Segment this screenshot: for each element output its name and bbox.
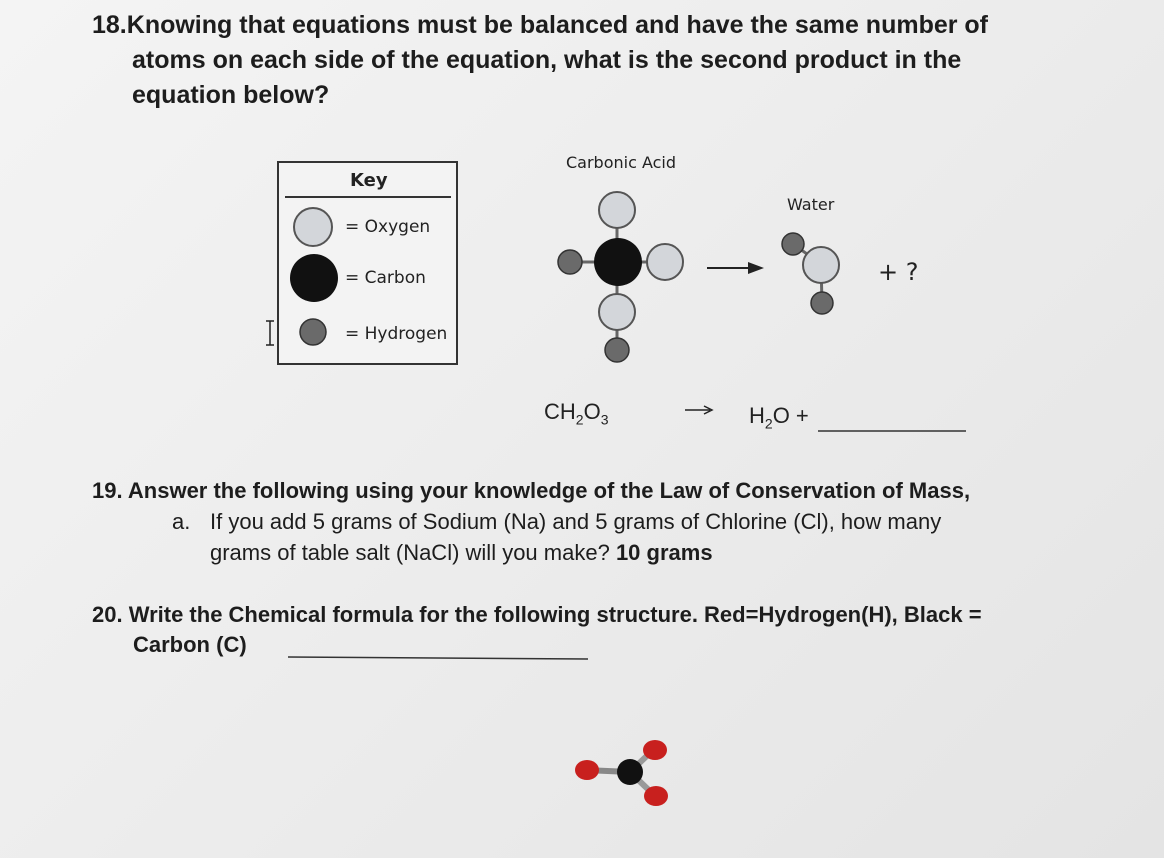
structure-model xyxy=(575,740,668,806)
question-20-line2: Carbon (C) xyxy=(133,632,247,657)
key-title: Key xyxy=(350,170,388,191)
oxygen-atom xyxy=(647,244,683,280)
question-19a-answer: 10 grams xyxy=(615,540,713,565)
reaction-arrow-icon xyxy=(707,262,764,274)
question-19a-line2: grams of table salt (NaCl) will you make? 10 grams xyxy=(210,540,713,565)
carbonic-acid-molecule xyxy=(558,192,683,362)
question-19a-line1: If you add 5 grams of Sodium (Na) and 5 grams of Chlorine (Cl), how many xyxy=(210,509,942,534)
hydrogen-atom xyxy=(558,250,582,274)
question-18-line2: atoms on each side of the equation, what is the second product in the xyxy=(132,46,962,74)
water-molecule xyxy=(782,233,839,314)
oxygen-atom xyxy=(803,247,839,283)
equation-arrow-icon xyxy=(685,406,712,414)
question-18-number: 18. xyxy=(92,11,127,39)
carbonic-acid-label: Carbonic Acid xyxy=(566,153,677,172)
key-oxygen-label: = Oxygen xyxy=(345,217,431,237)
water-label: Water xyxy=(787,195,835,214)
red-atom xyxy=(644,786,668,806)
oxygen-atom xyxy=(599,294,635,330)
red-atom xyxy=(643,740,667,760)
question-18-line1: 18.Knowing that equations must be balanced and have the same number of xyxy=(92,11,989,39)
hydrogen-atom xyxy=(811,292,833,314)
hydrogen-key-circle xyxy=(300,319,326,345)
key-hydrogen-label: = Hydrogen xyxy=(345,324,448,344)
hydrogen-atom xyxy=(605,338,629,362)
hydrogen-atom xyxy=(782,233,804,255)
reactant-formula: $CH_2O_3$ xyxy=(544,399,609,428)
product-formula: $H_2O$ + xyxy=(749,403,809,432)
black-atom xyxy=(617,759,643,785)
oxygen-key-circle xyxy=(294,208,332,246)
key-carbon-label: = Carbon xyxy=(345,268,426,288)
oxygen-atom xyxy=(599,192,635,228)
red-atom xyxy=(575,760,599,780)
text-cursor-icon xyxy=(266,321,274,345)
question-20-line1: 20. Write the Chemical formula for the following structure. Red=Hydrogen(H), Black = xyxy=(92,602,982,627)
carbon-key-circle xyxy=(290,254,338,302)
question-19: 19. Answer the following using your knowledge of the Law of Conservation of Mass, xyxy=(92,478,971,503)
unknown-product-mark: + ? xyxy=(878,258,919,286)
carbon-atom xyxy=(594,238,642,286)
q20-answer-blank xyxy=(288,657,588,659)
question-18-line3: equation below? xyxy=(132,81,330,109)
question-19a-letter: a. xyxy=(172,509,191,534)
